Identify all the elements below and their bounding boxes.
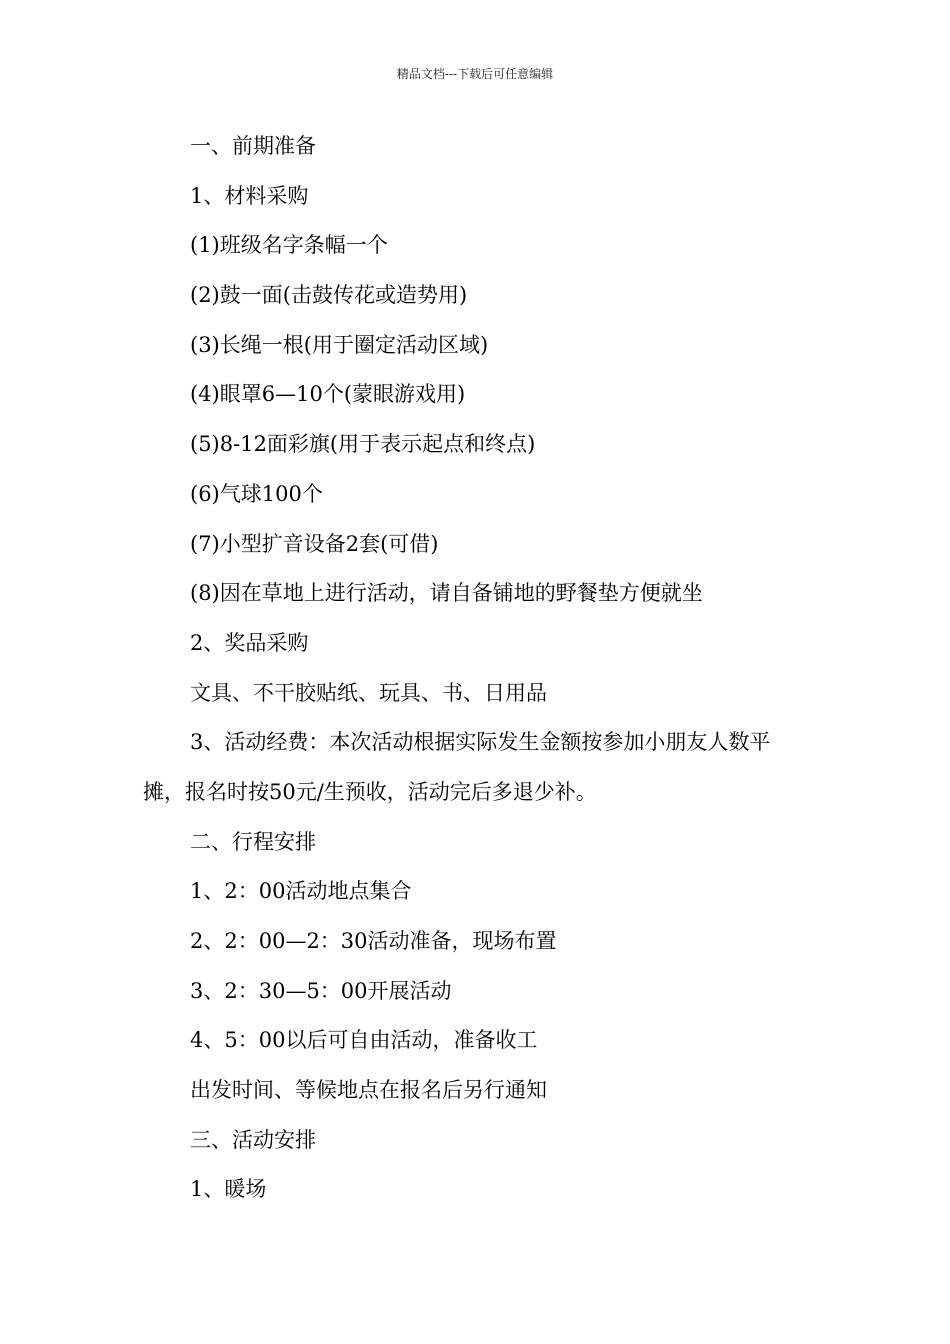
paragraph: 文具、不干胶贴纸、玩具、书、日用品 [190, 680, 547, 705]
list-item: (3)长绳一根(用于圈定活动区域) [190, 332, 489, 357]
schedule-item: 4、5：00以后可自由活动，准备收工 [190, 1028, 538, 1053]
schedule-item: 2、2：00—2：30活动准备，现场布置 [190, 929, 557, 953]
page-header: 精品文档---下载后可任意编辑 [396, 67, 554, 81]
subheading-prizes: 2、奖品采购 [190, 630, 309, 655]
list-item: (2)鼓一面(击鼓传花或造势用) [190, 283, 468, 308]
list-item: (6)气球100个 [190, 481, 323, 506]
schedule-item: 3、2：30—5：00开展活动 [190, 978, 452, 1003]
schedule-item: 1、2：00活动地点集合 [190, 879, 412, 904]
paragraph: 出发时间、等候地点在报名后另行通知 [190, 1078, 547, 1103]
subheading-materials: 1、材料采购 [190, 183, 309, 208]
list-item: (1)班级名字条幅一个 [190, 233, 388, 258]
section-heading-activities: 三、活动安排 [190, 1127, 316, 1152]
subheading-warmup: 1、暖场 [190, 1177, 267, 1202]
section-heading-schedule: 二、行程安排 [190, 829, 316, 854]
document-body [143, 134, 813, 1227]
list-item: (4)眼罩6—10个(蒙眼游戏用) [190, 382, 466, 407]
list-item: (7)小型扩音设备2套(可借) [190, 531, 439, 556]
paragraph-budget-continued: 摊，报名时按50元/生预收，活动完后多退少补。 [143, 779, 597, 804]
list-item: (5)8-12面彩旗(用于表示起点和终点) [190, 432, 536, 457]
list-item: (8)因在草地上进行活动，请自备铺地的野餐垫方便就坐 [190, 581, 703, 606]
paragraph-budget: 3、活动经费：本次活动根据实际发生金额按参加小朋友人数平 [190, 730, 771, 755]
section-heading-preparation: 一、前期准备 [190, 134, 316, 158]
